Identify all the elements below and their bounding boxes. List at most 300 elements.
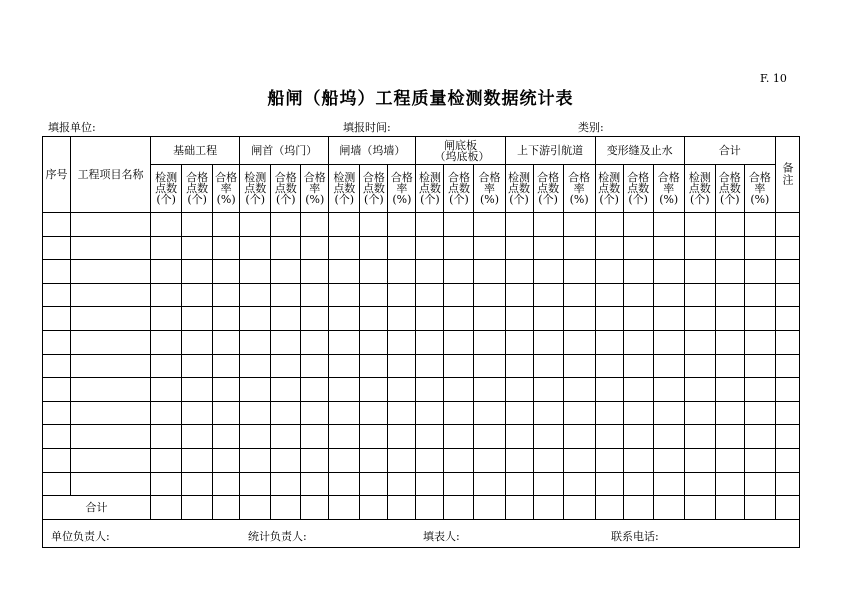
table-cell[interactable] <box>595 236 623 260</box>
table-cell[interactable] <box>623 401 653 425</box>
table-cell[interactable] <box>416 425 444 449</box>
table-cell[interactable] <box>744 354 775 378</box>
table-cell[interactable] <box>563 283 595 307</box>
table-cell[interactable] <box>360 283 388 307</box>
table-cell[interactable] <box>301 213 329 237</box>
table-cell[interactable] <box>684 378 715 402</box>
table-cell[interactable] <box>505 401 533 425</box>
table-cell[interactable] <box>444 330 474 354</box>
table-cell[interactable] <box>213 401 240 425</box>
table-cell[interactable] <box>623 213 653 237</box>
table-cell[interactable] <box>533 213 563 237</box>
table-cell[interactable] <box>684 236 715 260</box>
table-cell[interactable] <box>329 472 360 496</box>
table-cell[interactable] <box>715 425 744 449</box>
total-cell[interactable] <box>653 496 684 520</box>
table-cell[interactable] <box>653 283 684 307</box>
total-cell[interactable] <box>563 496 595 520</box>
table-cell[interactable] <box>43 307 71 331</box>
table-cell[interactable] <box>775 378 799 402</box>
total-cell[interactable] <box>151 496 182 520</box>
total-cell[interactable] <box>301 496 329 520</box>
table-cell[interactable] <box>505 307 533 331</box>
total-cell[interactable] <box>715 496 744 520</box>
table-cell[interactable] <box>360 213 388 237</box>
table-cell[interactable] <box>474 236 505 260</box>
table-cell[interactable] <box>653 378 684 402</box>
table-cell[interactable] <box>715 448 744 472</box>
table-cell[interactable] <box>301 330 329 354</box>
table-cell[interactable] <box>563 448 595 472</box>
table-cell[interactable] <box>213 260 240 284</box>
table-cell[interactable] <box>213 330 240 354</box>
table-cell[interactable] <box>775 260 799 284</box>
table-cell[interactable] <box>182 472 213 496</box>
table-cell[interactable] <box>775 354 799 378</box>
table-cell[interactable] <box>151 283 182 307</box>
table-cell[interactable] <box>388 283 416 307</box>
table-cell[interactable] <box>271 283 301 307</box>
table-cell[interactable] <box>151 472 182 496</box>
table-cell[interactable] <box>151 236 182 260</box>
table-cell[interactable] <box>329 307 360 331</box>
table-cell[interactable] <box>684 448 715 472</box>
table-cell[interactable] <box>360 472 388 496</box>
table-cell[interactable] <box>301 425 329 449</box>
table-cell[interactable] <box>653 236 684 260</box>
table-cell[interactable] <box>416 236 444 260</box>
table-cell[interactable] <box>151 260 182 284</box>
table-cell[interactable] <box>775 472 799 496</box>
table-cell[interactable] <box>360 307 388 331</box>
table-cell[interactable] <box>563 425 595 449</box>
table-cell[interactable] <box>360 401 388 425</box>
table-cell[interactable] <box>240 213 271 237</box>
table-cell[interactable] <box>533 401 563 425</box>
table-cell[interactable] <box>329 283 360 307</box>
table-cell[interactable] <box>744 236 775 260</box>
table-cell[interactable] <box>71 448 151 472</box>
table-cell[interactable] <box>623 425 653 449</box>
table-cell[interactable] <box>360 236 388 260</box>
total-cell[interactable] <box>505 496 533 520</box>
total-cell[interactable] <box>595 496 623 520</box>
table-cell[interactable] <box>151 307 182 331</box>
table-cell[interactable] <box>240 378 271 402</box>
table-cell[interactable] <box>444 236 474 260</box>
table-cell[interactable] <box>533 378 563 402</box>
table-cell[interactable] <box>182 448 213 472</box>
total-cell[interactable] <box>533 496 563 520</box>
table-cell[interactable] <box>744 378 775 402</box>
table-cell[interactable] <box>416 354 444 378</box>
table-cell[interactable] <box>533 260 563 284</box>
table-cell[interactable] <box>715 260 744 284</box>
table-cell[interactable] <box>43 260 71 284</box>
table-cell[interactable] <box>775 401 799 425</box>
table-cell[interactable] <box>623 260 653 284</box>
table-cell[interactable] <box>653 425 684 449</box>
table-cell[interactable] <box>623 330 653 354</box>
table-cell[interactable] <box>271 425 301 449</box>
table-cell[interactable] <box>653 354 684 378</box>
table-cell[interactable] <box>505 448 533 472</box>
total-cell[interactable] <box>744 496 775 520</box>
table-cell[interactable] <box>744 448 775 472</box>
table-cell[interactable] <box>474 354 505 378</box>
table-cell[interactable] <box>213 307 240 331</box>
table-cell[interactable] <box>151 330 182 354</box>
table-cell[interactable] <box>474 260 505 284</box>
table-cell[interactable] <box>360 330 388 354</box>
table-cell[interactable] <box>444 425 474 449</box>
table-cell[interactable] <box>474 307 505 331</box>
table-cell[interactable] <box>684 213 715 237</box>
table-cell[interactable] <box>744 425 775 449</box>
table-cell[interactable] <box>505 354 533 378</box>
table-cell[interactable] <box>213 448 240 472</box>
table-cell[interactable] <box>744 472 775 496</box>
table-cell[interactable] <box>240 236 271 260</box>
table-cell[interactable] <box>623 307 653 331</box>
table-cell[interactable] <box>240 472 271 496</box>
table-cell[interactable] <box>43 213 71 237</box>
table-cell[interactable] <box>329 213 360 237</box>
table-cell[interactable] <box>43 354 71 378</box>
table-cell[interactable] <box>388 330 416 354</box>
table-cell[interactable] <box>684 354 715 378</box>
table-cell[interactable] <box>213 378 240 402</box>
table-cell[interactable] <box>271 330 301 354</box>
table-cell[interactable] <box>623 472 653 496</box>
table-cell[interactable] <box>595 472 623 496</box>
table-cell[interactable] <box>775 213 799 237</box>
table-cell[interactable] <box>213 236 240 260</box>
table-cell[interactable] <box>623 448 653 472</box>
table-cell[interactable] <box>505 330 533 354</box>
table-cell[interactable] <box>301 354 329 378</box>
table-cell[interactable] <box>182 260 213 284</box>
table-cell[interactable] <box>416 307 444 331</box>
table-cell[interactable] <box>444 307 474 331</box>
table-cell[interactable] <box>388 236 416 260</box>
table-cell[interactable] <box>388 307 416 331</box>
table-cell[interactable] <box>533 354 563 378</box>
table-cell[interactable] <box>623 236 653 260</box>
table-cell[interactable] <box>182 307 213 331</box>
table-cell[interactable] <box>388 425 416 449</box>
table-cell[interactable] <box>595 448 623 472</box>
table-cell[interactable] <box>182 401 213 425</box>
table-cell[interactable] <box>271 236 301 260</box>
table-cell[interactable] <box>329 425 360 449</box>
table-cell[interactable] <box>444 213 474 237</box>
table-cell[interactable] <box>213 283 240 307</box>
table-cell[interactable] <box>595 401 623 425</box>
table-cell[interactable] <box>595 307 623 331</box>
table-cell[interactable] <box>744 401 775 425</box>
table-cell[interactable] <box>301 260 329 284</box>
table-cell[interactable] <box>623 378 653 402</box>
table-cell[interactable] <box>388 213 416 237</box>
table-cell[interactable] <box>775 283 799 307</box>
table-cell[interactable] <box>182 330 213 354</box>
table-cell[interactable] <box>301 378 329 402</box>
table-cell[interactable] <box>182 283 213 307</box>
table-cell[interactable] <box>653 448 684 472</box>
table-cell[interactable] <box>474 213 505 237</box>
table-cell[interactable] <box>684 330 715 354</box>
total-cell[interactable] <box>240 496 271 520</box>
table-cell[interactable] <box>301 448 329 472</box>
table-cell[interactable] <box>388 378 416 402</box>
total-cell[interactable] <box>775 496 799 520</box>
total-cell[interactable] <box>684 496 715 520</box>
table-cell[interactable] <box>301 472 329 496</box>
table-cell[interactable] <box>653 213 684 237</box>
table-cell[interactable] <box>474 378 505 402</box>
table-cell[interactable] <box>505 283 533 307</box>
table-cell[interactable] <box>329 236 360 260</box>
table-cell[interactable] <box>271 448 301 472</box>
table-cell[interactable] <box>329 260 360 284</box>
table-cell[interactable] <box>329 354 360 378</box>
table-cell[interactable] <box>744 307 775 331</box>
table-cell[interactable] <box>71 354 151 378</box>
table-cell[interactable] <box>715 472 744 496</box>
table-cell[interactable] <box>240 307 271 331</box>
table-cell[interactable] <box>43 378 71 402</box>
table-cell[interactable] <box>71 307 151 331</box>
table-cell[interactable] <box>563 307 595 331</box>
table-cell[interactable] <box>505 472 533 496</box>
table-cell[interactable] <box>240 354 271 378</box>
total-cell[interactable] <box>271 496 301 520</box>
table-cell[interactable] <box>182 354 213 378</box>
table-cell[interactable] <box>505 213 533 237</box>
table-cell[interactable] <box>563 354 595 378</box>
table-cell[interactable] <box>715 330 744 354</box>
total-cell[interactable] <box>623 496 653 520</box>
table-cell[interactable] <box>715 283 744 307</box>
table-cell[interactable] <box>775 236 799 260</box>
table-cell[interactable] <box>653 307 684 331</box>
table-cell[interactable] <box>301 401 329 425</box>
table-cell[interactable] <box>444 448 474 472</box>
table-cell[interactable] <box>533 307 563 331</box>
table-cell[interactable] <box>271 307 301 331</box>
table-cell[interactable] <box>533 236 563 260</box>
table-cell[interactable] <box>43 401 71 425</box>
table-cell[interactable] <box>416 401 444 425</box>
table-cell[interactable] <box>360 260 388 284</box>
table-cell[interactable] <box>43 472 71 496</box>
table-cell[interactable] <box>505 378 533 402</box>
table-cell[interactable] <box>474 448 505 472</box>
table-cell[interactable] <box>563 401 595 425</box>
table-cell[interactable] <box>474 401 505 425</box>
table-cell[interactable] <box>474 425 505 449</box>
table-cell[interactable] <box>505 425 533 449</box>
table-cell[interactable] <box>71 236 151 260</box>
table-cell[interactable] <box>715 307 744 331</box>
table-cell[interactable] <box>43 330 71 354</box>
table-cell[interactable] <box>213 354 240 378</box>
table-cell[interactable] <box>744 330 775 354</box>
table-cell[interactable] <box>416 378 444 402</box>
table-cell[interactable] <box>444 401 474 425</box>
table-cell[interactable] <box>71 472 151 496</box>
total-cell[interactable] <box>360 496 388 520</box>
table-cell[interactable] <box>444 472 474 496</box>
table-cell[interactable] <box>71 260 151 284</box>
table-cell[interactable] <box>744 260 775 284</box>
table-cell[interactable] <box>595 354 623 378</box>
table-cell[interactable] <box>151 378 182 402</box>
table-cell[interactable] <box>360 378 388 402</box>
table-cell[interactable] <box>623 354 653 378</box>
table-cell[interactable] <box>416 448 444 472</box>
table-cell[interactable] <box>563 260 595 284</box>
table-cell[interactable] <box>151 425 182 449</box>
total-cell[interactable] <box>444 496 474 520</box>
table-cell[interactable] <box>329 401 360 425</box>
table-cell[interactable] <box>715 236 744 260</box>
table-cell[interactable] <box>563 378 595 402</box>
table-cell[interactable] <box>329 448 360 472</box>
table-cell[interactable] <box>653 260 684 284</box>
table-cell[interactable] <box>388 448 416 472</box>
table-cell[interactable] <box>595 260 623 284</box>
total-cell[interactable] <box>213 496 240 520</box>
total-cell[interactable] <box>388 496 416 520</box>
table-cell[interactable] <box>271 472 301 496</box>
table-cell[interactable] <box>360 448 388 472</box>
table-cell[interactable] <box>271 354 301 378</box>
table-cell[interactable] <box>653 330 684 354</box>
table-cell[interactable] <box>360 425 388 449</box>
table-cell[interactable] <box>474 283 505 307</box>
table-cell[interactable] <box>533 425 563 449</box>
table-cell[interactable] <box>388 354 416 378</box>
table-cell[interactable] <box>684 307 715 331</box>
table-cell[interactable] <box>444 283 474 307</box>
table-cell[interactable] <box>271 378 301 402</box>
total-cell[interactable] <box>416 496 444 520</box>
table-cell[interactable] <box>182 425 213 449</box>
total-cell[interactable] <box>182 496 213 520</box>
table-cell[interactable] <box>182 213 213 237</box>
table-cell[interactable] <box>182 378 213 402</box>
table-cell[interactable] <box>271 213 301 237</box>
table-cell[interactable] <box>715 378 744 402</box>
table-cell[interactable] <box>43 425 71 449</box>
table-cell[interactable] <box>684 283 715 307</box>
table-cell[interactable] <box>653 472 684 496</box>
table-cell[interactable] <box>182 236 213 260</box>
table-cell[interactable] <box>71 283 151 307</box>
table-cell[interactable] <box>240 425 271 449</box>
table-cell[interactable] <box>563 330 595 354</box>
table-cell[interactable] <box>43 283 71 307</box>
table-cell[interactable] <box>213 425 240 449</box>
table-cell[interactable] <box>71 378 151 402</box>
table-cell[interactable] <box>563 236 595 260</box>
table-cell[interactable] <box>715 401 744 425</box>
table-cell[interactable] <box>301 283 329 307</box>
table-cell[interactable] <box>271 260 301 284</box>
table-cell[interactable] <box>595 283 623 307</box>
total-cell[interactable] <box>329 496 360 520</box>
table-cell[interactable] <box>301 236 329 260</box>
table-cell[interactable] <box>474 472 505 496</box>
table-cell[interactable] <box>595 425 623 449</box>
table-cell[interactable] <box>151 401 182 425</box>
table-cell[interactable] <box>43 448 71 472</box>
table-cell[interactable] <box>715 213 744 237</box>
table-cell[interactable] <box>684 425 715 449</box>
table-cell[interactable] <box>360 354 388 378</box>
table-cell[interactable] <box>301 307 329 331</box>
table-cell[interactable] <box>271 401 301 425</box>
table-cell[interactable] <box>744 213 775 237</box>
table-cell[interactable] <box>416 213 444 237</box>
table-cell[interactable] <box>505 236 533 260</box>
table-cell[interactable] <box>623 283 653 307</box>
table-cell[interactable] <box>240 330 271 354</box>
total-cell[interactable] <box>474 496 505 520</box>
table-cell[interactable] <box>444 378 474 402</box>
table-cell[interactable] <box>775 448 799 472</box>
table-cell[interactable] <box>71 401 151 425</box>
table-cell[interactable] <box>684 401 715 425</box>
table-cell[interactable] <box>533 448 563 472</box>
table-cell[interactable] <box>213 213 240 237</box>
table-cell[interactable] <box>388 472 416 496</box>
table-cell[interactable] <box>775 307 799 331</box>
table-cell[interactable] <box>684 260 715 284</box>
table-cell[interactable] <box>595 213 623 237</box>
table-cell[interactable] <box>715 354 744 378</box>
table-cell[interactable] <box>240 283 271 307</box>
table-cell[interactable] <box>240 401 271 425</box>
table-cell[interactable] <box>444 354 474 378</box>
table-cell[interactable] <box>329 330 360 354</box>
table-cell[interactable] <box>151 354 182 378</box>
table-cell[interactable] <box>416 260 444 284</box>
table-cell[interactable] <box>240 260 271 284</box>
table-cell[interactable] <box>595 378 623 402</box>
table-cell[interactable] <box>388 401 416 425</box>
table-cell[interactable] <box>595 330 623 354</box>
table-cell[interactable] <box>775 330 799 354</box>
table-cell[interactable] <box>416 330 444 354</box>
table-cell[interactable] <box>474 330 505 354</box>
table-cell[interactable] <box>775 425 799 449</box>
table-cell[interactable] <box>444 260 474 284</box>
table-cell[interactable] <box>240 448 271 472</box>
table-cell[interactable] <box>71 213 151 237</box>
table-cell[interactable] <box>533 472 563 496</box>
table-cell[interactable] <box>533 330 563 354</box>
table-cell[interactable] <box>71 425 151 449</box>
table-cell[interactable] <box>71 330 151 354</box>
table-cell[interactable] <box>388 260 416 284</box>
table-cell[interactable] <box>416 472 444 496</box>
table-cell[interactable] <box>43 236 71 260</box>
table-cell[interactable] <box>684 472 715 496</box>
table-cell[interactable] <box>653 401 684 425</box>
